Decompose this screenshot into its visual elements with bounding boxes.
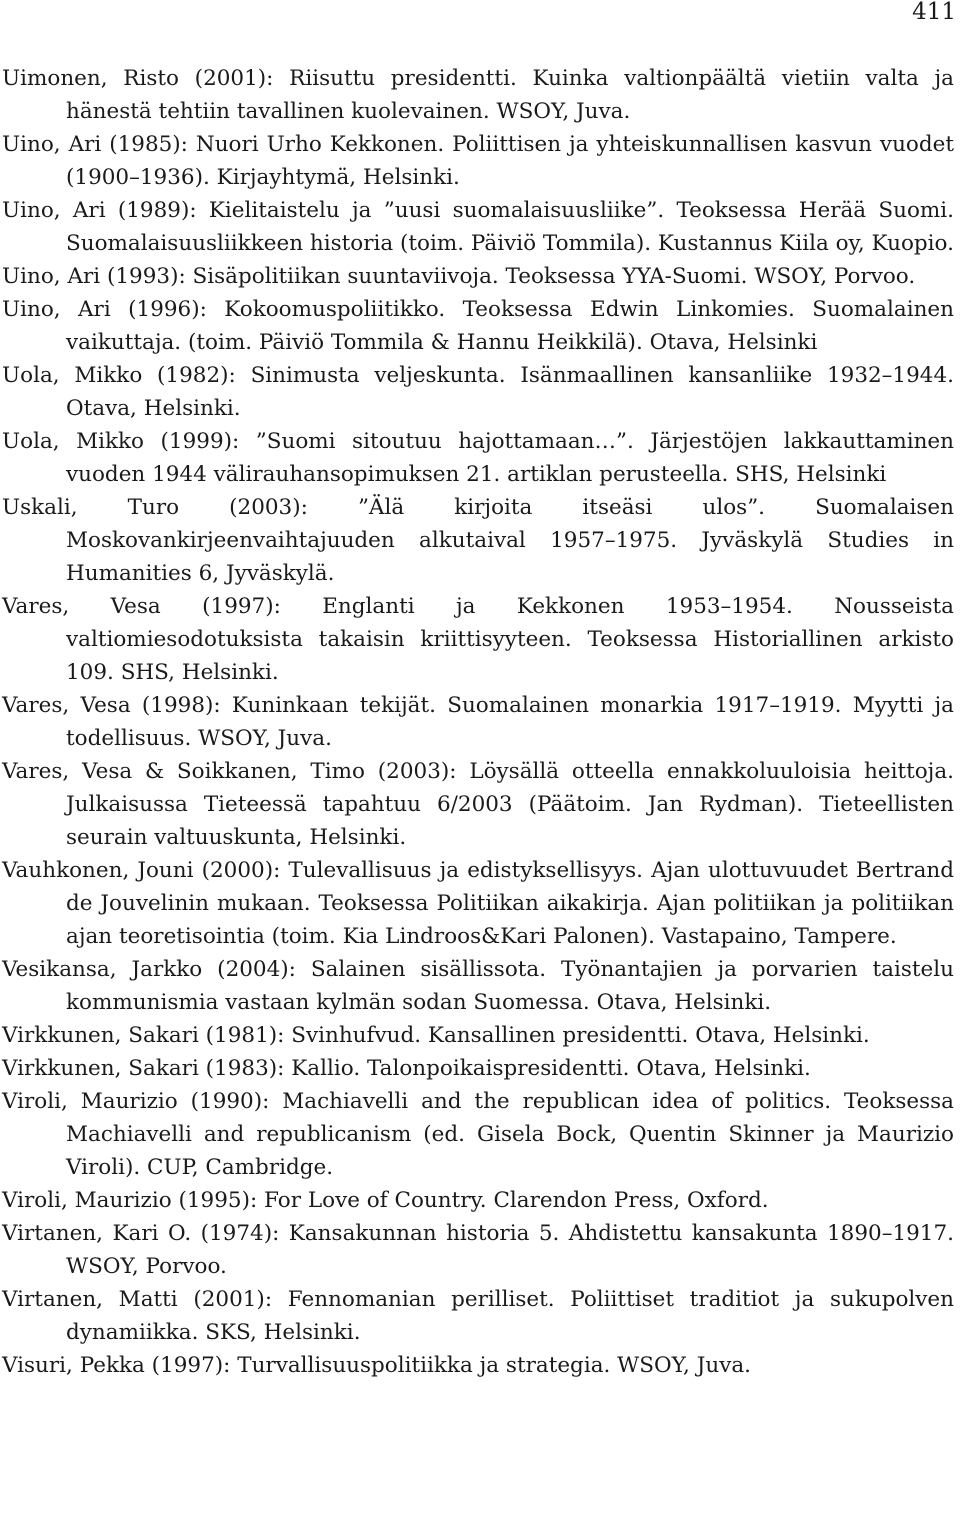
reference-entry: Virkkunen, Sakari (1983): Kallio. Talonpoikaispresidentti. Otava, Helsinki. (2, 1056, 811, 1081)
reference-entry: Vauhkonen, Jouni (2000): Tulevallisuus ja edistyksellisyys. Ajan ulottuvuudet Bertrand de Jouvelinin mukaan. Teoksessa Politiikan aikakirja. Ajan politiikan ja politiikan ajan teoretisointia (toim. Kia Lindroos&Kari Palonen). Vastapaino, Tampere. (2, 858, 954, 949)
reference-entry: Viroli, Maurizio (1995): For Love of Country. Clarendon Press, Oxford. (2, 1188, 769, 1213)
reference-entry: Vares, Vesa (1997): Englanti ja Kekkonen 1953–1954. Nousseista valtiomiesodotuksista takaisin kriittisyyteen. Teoksessa Historiallinen arkisto 109. SHS, Helsinki. (2, 594, 954, 685)
reference-entry: Vesikansa, Jarkko (2004): Salainen sisällissota. Työnantajien ja porvarien taistelu kommunismia vastaan kylmän sodan Suomessa. Otava, Helsinki. (2, 957, 954, 1015)
reference-entry: Uimonen, Risto (2001): Riisuttu presidentti. Kuinka valtionpäältä vietiin valta ja hänestä tehtiin tavallinen kuolevainen. WSOY, Juva. (2, 66, 954, 124)
reference-entry: Viroli, Maurizio (1990): Machiavelli and the republican idea of politics. Teoksessa Machiavelli and republicanism (ed. Gisela Bock, Quentin Skinner ja Maurizio Viroli). CUP, Cambridge. (2, 1089, 954, 1180)
reference-list (2, 62, 954, 1382)
reference-entry: Virtanen, Matti (2001): Fennomanian perilliset. Poliittiset traditiot ja sukupolven dynamiikka. SKS, Helsinki. (2, 1287, 954, 1345)
reference-entry: Uino, Ari (1996): Kokoomuspoliitikko. Teoksessa Edwin Linkomies. Suomalainen vaikuttaja. (toim. Päiviö Tommila & Hannu Heikkilä). Otava, Helsinki (2, 297, 954, 355)
reference-entry: Uino, Ari (1985): Nuori Urho Kekkonen. Poliittisen ja yhteiskunnallisen kasvun vuodet (1900–1936). Kirjayhtymä, Helsinki. (2, 132, 954, 190)
reference-entry: Virtanen, Kari O. (1974): Kansakunnan historia 5. Ahdistettu kansakunta 1890–1917. WSOY, Porvoo. (2, 1221, 954, 1279)
reference-entry: Uino, Ari (1989): Kielitaistelu ja ”uusi suomalaisuusliike”. Teoksessa Herää Suomi. Suomalaisuusliikkeen historia (toim. Päiviö Tommila). Kustannus Kiila oy, Kuopio. (2, 198, 954, 256)
reference-entry: Virkkunen, Sakari (1981): Svinhufvud. Kansallinen presidentti. Otava, Helsinki. (2, 1023, 870, 1048)
reference-entry: Uskali, Turo (2003): ”Älä kirjoita itseäsi ulos”. Suomalaisen Moskovankirjeenvaihtajuuden alkutaival 1957–1975. Jyväskylä Studies in Humanities 6, Jyväskylä. (2, 495, 954, 586)
reference-entry: Uola, Mikko (1982): Sinimusta veljeskunta. Isänmaallinen kansanliike 1932–1944. Otava, Helsinki. (2, 363, 954, 421)
reference-entry: Visuri, Pekka (1997): Turvallisuuspolitiikka ja strategia. WSOY, Juva. (2, 1353, 751, 1378)
reference-entry: Vares, Vesa & Soikkanen, Timo (2003): Löysällä otteella ennakkoluuloisia heittoja. Julkaisussa Tieteessä tapahtuu 6/2003 (Päätoim. Jan Rydman). Tieteellisten seurain valtuuskunta, Helsinki. (2, 759, 954, 850)
reference-entry: Vares, Vesa (1998): Kuninkaan tekijät. Suomalainen monarkia 1917–1919. Myytti ja todellisuus. WSOY, Juva. (2, 693, 954, 751)
reference-entry: Uino, Ari (1993): Sisäpolitiikan suuntaviivoja. Teoksessa YYA-Suomi. WSOY, Porvoo. (2, 264, 916, 289)
reference-entry: Uola, Mikko (1999): ”Suomi sitoutuu hajottamaan…”. Järjestöjen lakkauttaminen vuoden 1944 välirauhansopimuksen 21. artiklan perusteella. SHS, Helsinki (2, 429, 954, 487)
page-number: 411 (912, 0, 956, 25)
